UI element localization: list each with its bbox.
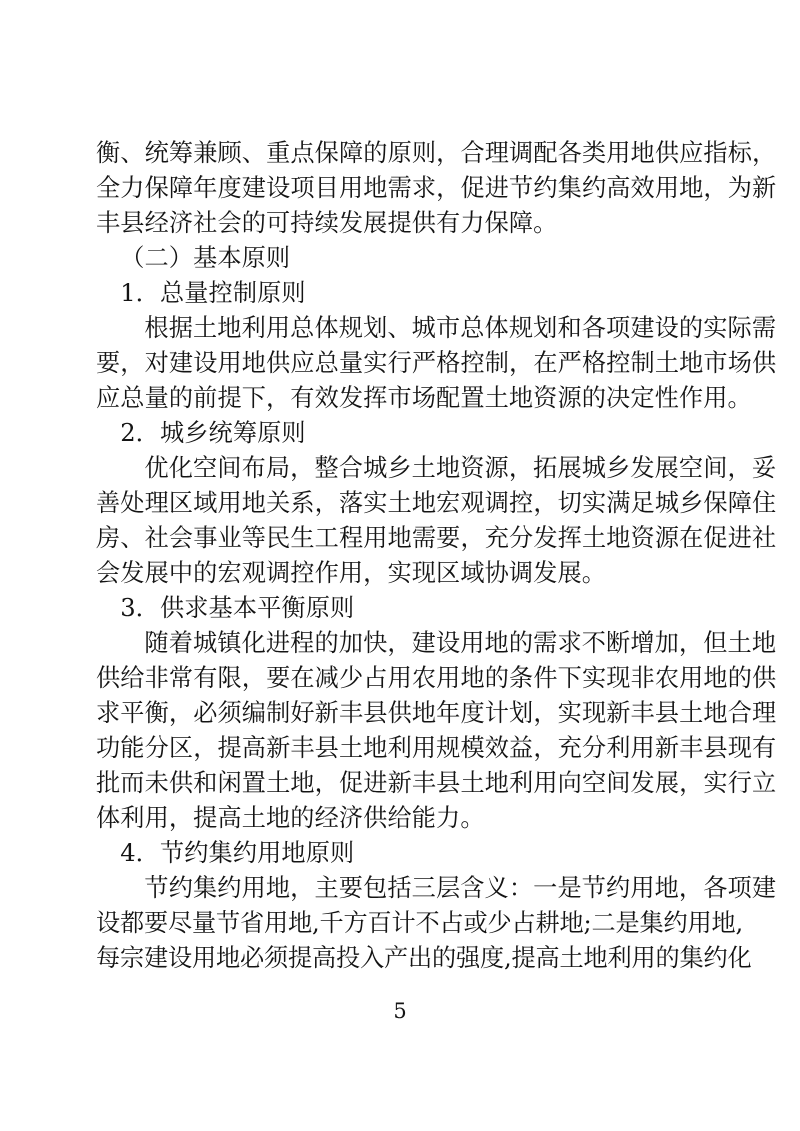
section-heading: 1．总量控制原则	[120, 279, 306, 307]
text-line: 根 据 土 地 利 用 总 体 规 划 、 城 市 总 体 规 划 和 各 项 建 设 的 实 际 需	[144, 314, 777, 342]
text-line: 批 而 未 供 和 闲 置 土 地 ， 促 进 新 丰 县 土 地 利 用 向 空 间 发 展 ， 实 行 立	[96, 769, 777, 797]
section-heading: 3．供求基本平衡原则	[120, 594, 355, 622]
text-line: 优 化 空 间 布 局 ， 整 合 城 乡 土 地 资 源 ， 拓 展 城 乡 发 展 空 间 ， 妥	[144, 454, 777, 482]
text-line: 节 约 集 约 用 地 ， 主 要 包 括 三 层 含 义 ： 一 是 节 约 用 地 ， 各 项 建	[144, 874, 777, 902]
text-line: 应总量的前提下，有效发挥市场配置土地资源的决定性作用。	[96, 384, 752, 412]
text-line: 功 能 分 区 ， 提 高 新 丰 县 土 地 利 用 规 模 效 益 ， 充 分 利 用 新 丰 县 现 有	[96, 734, 777, 762]
document-body-text	[96, 136, 777, 976]
section-heading: 4．节约集约用地原则	[120, 839, 355, 867]
text-line: 全 力 保 障 年 度 建 设 项 目 用 地 需 求 ， 促 进 节 约 集 约 高 效 用 地 ， 为 新	[96, 174, 777, 202]
text-line: 善 处 理 区 域 用 地 关 系 ， 落 实 土 地 宏 观 调 控 ， 切 实 满 足 城 乡 保 障 住	[96, 489, 777, 517]
text-line: 衡 、 统 筹 兼 顾 、 重 点 保 障 的 原 则 ， 合 理 调 配 各 类 用 地 供 应 指 标 ，	[96, 139, 777, 167]
text-line: 求 平 衡 ， 必 须 编 制 好 新 丰 县 供 地 年 度 计 划 ， 实 现 新 丰 县 土 地 合 理	[96, 699, 777, 727]
text-line: 会发展中的宏观调控作用，实现区域协调发展。	[96, 559, 607, 587]
section-heading: （二）基本原则	[120, 244, 291, 272]
text-line: 体利用，提高土地的经济供给能力。	[96, 804, 485, 832]
text-line: 每 宗 建 设 用 地 必 须 提 高 投 入 产 出 的 强 度 , 提 高 土 地 利 用 的 集 约 化	[96, 944, 752, 972]
page-number: 5	[393, 999, 407, 1023]
section-heading: 2．城乡统筹原则	[120, 419, 306, 447]
text-line: 房 、 社 会 事 业 等 民 生 工 程 用 地 需 要 ， 充 分 发 挥 土 地 资 源 在 促 进 社	[96, 524, 777, 552]
text-line: 供 给 非 常 有 限 ， 要 在 减 少 占 用 农 用 地 的 条 件 下 实 现 非 农 用 地 的 供	[96, 664, 777, 692]
text-line: 随 着 城 镇 化 进 程 的 加 快 ， 建 设 用 地 的 需 求 不 断 增 加 ， 但 土 地	[144, 629, 777, 657]
text-line: 丰县经济社会的可持续发展提供有力保障。	[96, 209, 558, 237]
text-line: 设 都 要 尽 量 节 省 用 地 , 千 方 百 计 不 占 或 少 占 耕 地 ; 二 是 集 约 用 地 ,	[96, 909, 743, 937]
text-line: 要 ， 对 建 设 用 地 供 应 总 量 实 行 严 格 控 制 ， 在 严 格 控 制 土 地 市 场 供	[96, 349, 777, 377]
